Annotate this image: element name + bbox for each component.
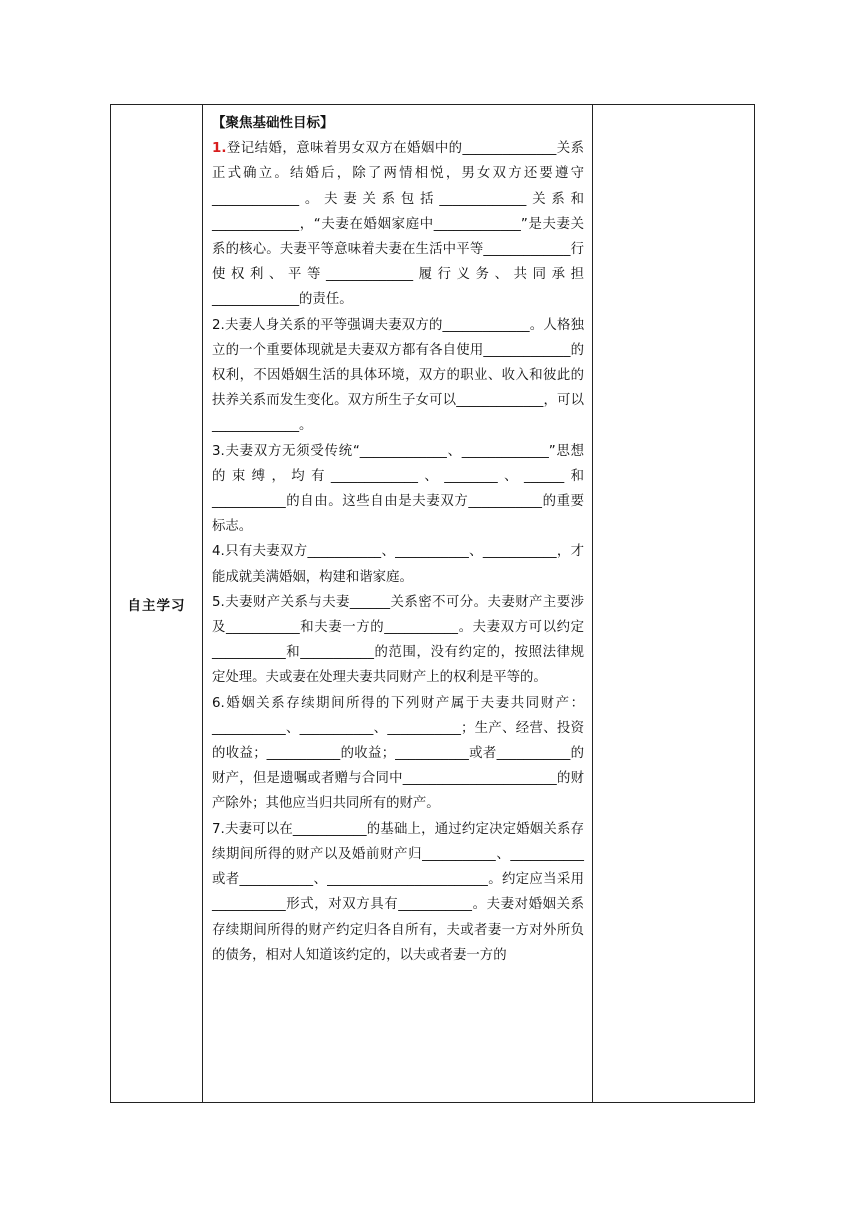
list-item bbox=[212, 439, 584, 540]
item-text: 只有夫妻双方___________、___________、___________，才能成就美满婚姻，构建和谐家庭。 bbox=[212, 544, 584, 585]
item-text: 登记结婚，意味着男女双方在婚姻中的______________关系正式确立。结婚后，除了两情相悦，男女双方还要遵守_____________。夫妻关系包括_____________关系和_____________，“夫妻在婚姻家庭中_____________”是夫妻关系的核心。夫妻平等意味着夫妻在生活中平等_____________行使权利、平等_____________履行义务、共同承担_____________的责任。 bbox=[212, 141, 584, 308]
content-body bbox=[203, 105, 592, 968]
item-text: 夫妻可以在___________的基础上，通过约定决定婚姻关系存续期间所得的财产以及婚前财产归___________、___________或者___________、________________________。约定应当采用___________形式，对双方具有___________。夫妻对婚姻关系存续期间所得的财产约定归各自所有，夫或者妻一方对外所负的债务，相对人知道该约定的，以夫或者妻一方的 bbox=[212, 821, 584, 963]
item-number: 6. bbox=[212, 695, 225, 711]
item-number: 1. bbox=[212, 141, 227, 157]
content-cell bbox=[203, 105, 593, 1103]
section-label: 自主学习 bbox=[127, 597, 186, 614]
item-number: 2. bbox=[212, 317, 225, 333]
list-item bbox=[212, 590, 584, 691]
section-heading: 【聚焦基础性目标】 bbox=[212, 115, 334, 131]
item-number: 4. bbox=[212, 544, 225, 560]
item-text: 婚姻关系存续期间所得的下列财产属于夫妻共同财产：___________、___________、___________；生产、经营、投资的收益；___________的收益；___________或者___________的财产，但是遗嘱或者赠与合同中_______________________的财产除外；其他应当归共同所有的财产。 bbox=[212, 695, 584, 812]
list-item bbox=[212, 691, 584, 817]
item-text: 夫妻财产关系与夫妻______关系密不可分。夫妻财产主要涉及___________和夫妻一方的___________。夫妻双方可以约定___________和___________的范围，没有约定的，按照法律规定处理。夫或妻在处理夫妻共同财产上的权利是平等的。 bbox=[212, 594, 584, 686]
notes-cell bbox=[593, 105, 755, 1103]
table-row bbox=[111, 105, 755, 1103]
item-number: 5. bbox=[212, 594, 225, 610]
list-item bbox=[212, 313, 584, 439]
section-label-cell bbox=[111, 105, 203, 1103]
list-item bbox=[212, 817, 584, 968]
list-item bbox=[212, 136, 584, 312]
list-item bbox=[212, 539, 584, 589]
study-table bbox=[110, 104, 755, 1103]
item-number: 7. bbox=[212, 821, 225, 837]
item-text: 夫妻双方无须受传统“_____________、_____________”思想的束缚，均有_____________、________、______和___________的自由。这些自由是夫妻双方___________的重要标志。 bbox=[212, 443, 584, 535]
item-number: 3. bbox=[212, 443, 225, 459]
item-text: 夫妻人身关系的平等强调夫妻双方的_____________。人格独立的一个重要体现就是夫妻双方都有各自使用_____________的权利，不因婚姻生活的具体环境，双方的职业、收入和彼此的扶养关系而发生变化。双方所生子女可以_____________，可以_____________。 bbox=[212, 317, 584, 434]
